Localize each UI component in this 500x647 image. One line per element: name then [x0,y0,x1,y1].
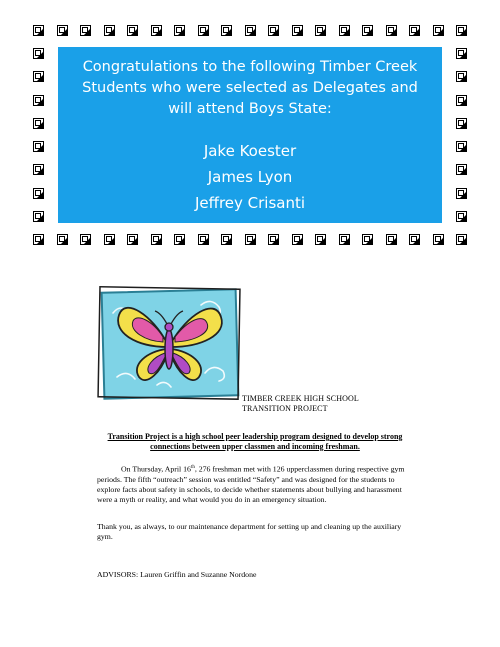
border-tile-icon [174,25,185,36]
delegate-name: James Lyon [207,168,293,186]
border-tile-icon [174,234,185,245]
banner-message: Congratulations to the following Timber Creek Students who were selected as Delegates and will attend Boys State: [82,59,418,117]
border-tile-icon [456,25,467,36]
border-tile-icon [104,234,115,245]
border-tile-icon [268,25,279,36]
border-tile-icon [198,234,209,245]
border-tile-icon [127,234,138,245]
congratulations-banner [58,47,442,223]
border-tile-icon [33,25,44,36]
border-tile-icon [456,48,467,59]
border-tile-icon [151,25,162,36]
border-tile-icon [33,141,44,152]
border-tile-icon [268,234,279,245]
program-intro: Transition Project is a high school peer leadership program designed to develop strong connections between upper classmen and incoming freshman. [107,432,403,451]
border-tile-icon [33,71,44,82]
border-tile-icon [409,234,420,245]
border-tile-icon [456,141,467,152]
border-tile-icon [339,25,350,36]
border-tile-icon [292,25,303,36]
border-tile-icon [433,234,444,245]
border-tile-icon [456,188,467,199]
school-name: TIMBER CREEK HIGH SCHOOL [242,394,359,403]
border-tile-icon [57,234,68,245]
border-tile-icon [292,234,303,245]
border-tile-icon [386,234,397,245]
border-tile-icon [80,25,91,36]
border-tile-icon [33,211,44,222]
border-tile-icon [198,25,209,36]
border-tile-icon [33,188,44,199]
border-tile-icon [33,164,44,175]
border-tile-icon [33,48,44,59]
border-tile-icon [456,211,467,222]
border-tile-icon [127,25,138,36]
thanks-paragraph: Thank you, as always, to our maintenance department for setting up and cleaning up the auxiliary gym. [97,522,402,541]
border-tile-icon [33,118,44,129]
border-tile-icon [104,25,115,36]
border-tile-icon [456,71,467,82]
border-tile-icon [409,25,420,36]
border-tile-icon [151,234,162,245]
border-tile-icon [456,164,467,175]
butterfly-icon [97,285,243,403]
border-tile-icon [456,118,467,129]
session-paragraph [97,463,407,505]
delegate-name: Jeffrey Crisanti [194,194,306,212]
border-tile-icon [33,95,44,106]
border-tile-icon [362,234,373,245]
border-tile-icon [386,25,397,36]
border-tile-icon [315,234,326,245]
border-tile-icon [221,25,232,36]
border-tile-icon [245,234,256,245]
session-text-start: On Thursday, April 16 [121,464,191,474]
border-tile-icon [456,234,467,245]
delegate-names [58,138,442,216]
border-tile-icon [221,234,232,245]
delegate-name: Jake Koester [203,142,297,160]
border-tile-icon [339,234,350,245]
border-tile-icon [57,25,68,36]
border-tile-icon [33,234,44,245]
border-tile-icon [315,25,326,36]
transition-heading [242,394,359,414]
project-name: TRANSITION PROJECT [242,404,328,413]
border-tile-icon [80,234,91,245]
advisors-line: ADVISORS: Lauren Griffin and Suzanne Nordone [97,570,257,579]
border-tile-icon [245,25,256,36]
border-tile-icon [433,25,444,36]
border-tile-icon [456,95,467,106]
session-text-rest: , 276 freshman met with 126 upperclassmen during respective gym periods. The fifth “outreach” session was entitled “Safety” and was designed for the students to explore facts about safety in schools, to decide whether statements about bullying and harassment were a myth or reality, and what would you do in an emergency situation. [97,464,405,504]
ordinal-suffix: th [190,465,195,470]
border-tile-icon [362,25,373,36]
